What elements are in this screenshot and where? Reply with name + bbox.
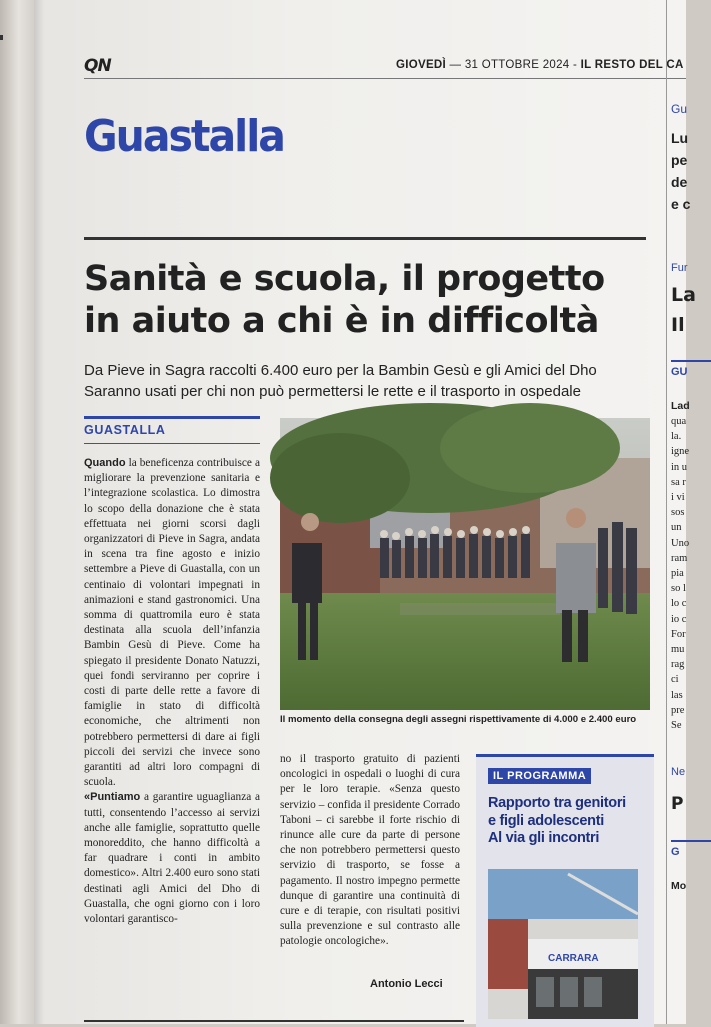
- fragment-line: i vi: [671, 492, 685, 503]
- fragment-line: io c: [671, 613, 687, 625]
- qn-logo: QN: [84, 56, 111, 76]
- box-photo-building: [488, 869, 638, 1019]
- fragment-la: La: [671, 284, 696, 306]
- fragment-line: rag: [671, 659, 685, 671]
- article-photo: [280, 418, 650, 710]
- photo-group-outdoors: [280, 418, 650, 710]
- fragment-rule-2: [671, 840, 711, 842]
- fragment-line: pia: [671, 568, 684, 579]
- fragment-line: las: [671, 689, 683, 701]
- page-fold-shadow: [34, 0, 44, 1024]
- fragment-p: P: [671, 794, 684, 814]
- fragment-fur: Fur: [671, 262, 688, 274]
- dateline-separator: —: [449, 59, 462, 71]
- kicker-underline: [84, 443, 260, 444]
- fragment-line: lo c: [671, 598, 687, 610]
- article-byline: Antonio Lecci: [370, 978, 443, 990]
- subhead-line-1: Da Pieve in Sagra raccolti 6.400 euro per la Bambin Gesù e gli Amici del Dho: [84, 362, 597, 379]
- fragment-line: in u: [671, 461, 688, 473]
- article-body-column-1: [84, 456, 260, 927]
- fragment-gu-2: GU: [671, 366, 688, 378]
- fragment-ne: Ne: [671, 766, 686, 778]
- quote-lead: «Puntiamo: [84, 791, 141, 804]
- dateline-separator-2: -: [573, 59, 578, 71]
- fragment-line: qua: [671, 416, 687, 427]
- fragment-line: ci: [671, 674, 679, 686]
- section-title: Guastalla: [84, 110, 284, 162]
- fragment-line: sa r: [671, 476, 686, 488]
- dateline-date: 31 OTTOBRE 2024: [464, 59, 570, 71]
- fragment-il: Il: [671, 314, 685, 336]
- fragment-line: Se: [671, 720, 682, 731]
- body-paragraph-3: no il trasporto gratuito di pazienti oncologici in ospedali o luoghi di cura per le loro terapie. «Senza questo servizio – confida il presidente Corrado Taboni – ci sarebbe il forte rischio di rinunce alle cure da parte di persone che non potrebbero permettersi questo servizio di trasporto, se fosse a pagamento. Il nostro impegno permette dunque di garantire una continuità di cure e di terapie, con risultati positivi sulla prevenzione e sul contrasto alle patologie oncologiche».: [280, 753, 460, 948]
- fragment-de: de: [671, 174, 688, 190]
- body-paragraph-1: [84, 456, 260, 790]
- dateline-day: GIOVEDÌ: [396, 59, 447, 71]
- lead-word: Quando: [84, 457, 126, 469]
- adjacent-column-fragments: [666, 0, 696, 1024]
- article-body-column-2: [280, 752, 460, 950]
- photo-caption: Il momento della consegna degli assegni rispettivamente di 4.000 e 2.400 euro: [280, 714, 637, 725]
- dateline: [396, 59, 684, 71]
- box-title: [488, 795, 650, 848]
- fragment-line: sos: [671, 507, 685, 519]
- body-text-1: la beneficenza contribuisce a migliorare la prevenzione sanitaria e l’integrazione scolastica. Lo dimostra lo scopo della donazione che è stata effettuata nei giorni scorsi dagli organizzatori di Pieve in Sagra, andata in scena tra fine agosto e inizio settembre a Pieve di Guastalla, con un centinaio di volontari impegnati in animazioni e stand gastronomici. Una somma di quattromila euro è stata destinata alla scuola dell’infanzia Bambin Gesù di Pieve. Come ha spiegato il presidente Donato Natuzzi, quei fondi serviranno per coprire i costi di parte delle rette a favore di famiglie in stato di difficoltà economiche, che altrimenti non potrebbero permettersi di dare ai figli piccoli dei servizi che invece sono garantiti ad altri loro compagni di scuola.: [84, 457, 260, 789]
- fragment-pe: pe: [671, 152, 688, 168]
- box-label: IL PROGRAMMA: [488, 768, 591, 784]
- fragment-line: mu: [671, 644, 685, 655]
- article-kicker: GUASTALLA: [84, 423, 166, 437]
- fragment-mo: Mo: [671, 880, 687, 892]
- fragment-lad: Lad: [671, 400, 690, 412]
- body-text-2: a garantire uguaglianza a tutti, consentendo l’accesso ai servizi anche alle famiglie, soprattutto quelle monoreddito, che hanno difficoltà a far quadrare i conti in ambito domestico». Altri 2.400 euro sono stati destinati agli Amici del Dho di Guastalla, che ogni giorno con i loro volontari garantisco-: [84, 791, 260, 926]
- article-subhead: [84, 360, 664, 402]
- box-title-line-2: e figli adolescenti: [488, 812, 604, 829]
- article-headline: [84, 258, 664, 342]
- kicker-rule: [84, 416, 260, 419]
- fragment-line: ram: [671, 552, 688, 564]
- fragment-gu: Gu: [671, 102, 688, 116]
- newspaper-page: [34, 0, 696, 1024]
- fragment-line: igne: [671, 446, 690, 458]
- fragment-g: G: [671, 846, 680, 858]
- fragment-ec: e c: [671, 196, 691, 212]
- fragment-line: la.: [671, 431, 682, 443]
- header-rule: [84, 78, 686, 79]
- headline-line-1: Sanità e scuola, il progetto: [84, 259, 605, 299]
- body-paragraph-2: [84, 790, 260, 927]
- box-title-line-3: Al via gli incontri: [488, 830, 600, 846]
- fragment-line: For: [671, 628, 686, 640]
- box-title-line-1: Rapporto tra genitori: [488, 795, 626, 811]
- sidebar-box-programma: [476, 754, 654, 1027]
- dateline-paper: IL RESTO DEL CA: [580, 59, 684, 71]
- left-page-edge: [0, 0, 34, 1024]
- fragment-line: pre: [671, 704, 685, 716]
- box-sign-text: CARRARA: [548, 953, 599, 964]
- fragment-rule-1: [671, 360, 711, 362]
- headline-line-2: in aiuto a chi è in difficoltà: [84, 301, 599, 341]
- article-top-rule: [84, 237, 646, 240]
- fragment-lu: Lu: [671, 130, 689, 146]
- article-bottom-rule: [84, 1020, 464, 1022]
- fragment-line: un: [671, 522, 682, 534]
- fragment-line: so l: [671, 583, 686, 595]
- fragment-line: Uno: [671, 537, 690, 549]
- subhead-line-2: Saranno usati per chi non può permettersi le rette e il trasporto in ospedale: [84, 383, 581, 400]
- left-page-mark: [0, 35, 3, 40]
- box-photo-svg: [488, 869, 638, 1019]
